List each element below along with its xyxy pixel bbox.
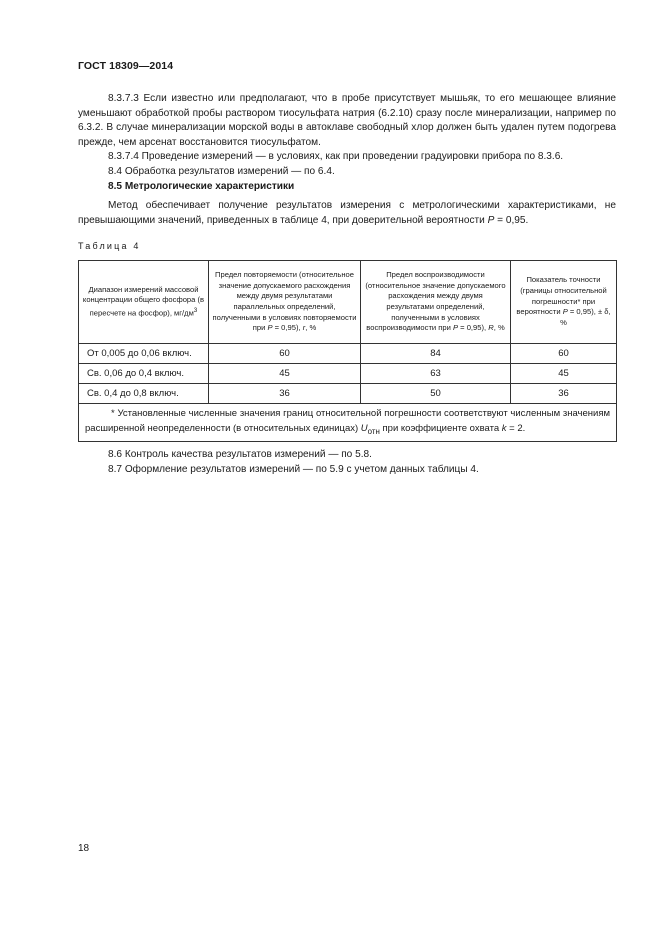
body-text-lower [78,448,616,477]
metrology-table [78,260,617,442]
cell-reproducibility: 84 [361,344,511,364]
cell-accuracy: 36 [511,384,617,404]
table-header-row [79,261,617,344]
header-repeatability: Предел повторяемости (относительное значение допускаемого расхождения между двумя результатами параллельных определений, полученными в условиях повторяемости при P = 0,95), r, % [209,261,361,344]
table-caption: Таблица 4 [78,241,141,251]
header-reproducibility: Предел воспроизводимости (относительное значение допускаемого расхождения между двумя результатами определений, полученными в условиях воспроизводимости при P = 0,95), R, % [361,261,511,344]
paragraph-8-3-7-4: 8.3.7.4 Проведение измерений — в условиях, как при проведении градуировки прибора по 8.3.6. [108,151,564,163]
body-text-upper [78,92,616,180]
section-title: 8.5 Метрологические характеристики [108,181,295,192]
document-header: ГОСТ 18309—2014 [78,60,174,72]
cell-accuracy: 45 [511,364,617,384]
page-number: 18 [78,843,90,854]
paragraph-8-3-7-3: 8.3.7.3 Если известно или предполагают, что в пробе присутствует мышьяк, то его мешающее влияние уменьшают обработкой пробы раствором тиосульфата натрия (6.2.10) сразу после минерализации, например по 6.3.2. В случае минерализации морской воды в автоклаве свободный хлор должен быть удален путем подогрева прежде, чем арсенат восстановится тиосульфатом. [78,93,616,148]
header-range: Диапазон измерений массовой концентрации общего фосфора (в пересчете на фосфор), $мг/дм^3$ [79,261,209,344]
cell-repeatability: 36 [209,384,361,404]
cell-reproducibility: 50 [361,384,511,404]
paragraph-8-5: Метод обеспечивает получение результатов измерения с метрологическими характеристиками, не превышающими значений, приведенных в таблице 4, при доверительной вероятности P = 0,95. [78,200,616,226]
cell-reproducibility: 63 [361,364,511,384]
table-footnote: * Установленные численные значения границ относительной погрешности соответствуют численным значениям расширенной неопределенности (в относительных единицах) $U_{отн}$ при коэффициенте охвата k = 2. [79,404,617,442]
paragraph-8-7: 8.7 Оформление результатов измерений — по 5.9 с учетом данных таблицы 4. [108,463,479,475]
cell-repeatability: 45 [209,364,361,384]
cell-range: От 0,005 до 0,06 включ. [79,344,209,364]
body-text-metrology [78,199,616,228]
header-accuracy: Показатель точности (границы относительной погрешности* при вероятности P = 0,95), ± δ, % [511,261,617,344]
cell-repeatability: 60 [209,344,361,364]
paragraph-8-6: 8.6 Контроль качества результатов измерений — по 5.8. [108,449,372,460]
cell-range: Св. 0,4 до 0,8 включ. [79,384,209,404]
table-row [79,364,617,384]
table-note-row [79,404,617,442]
paragraph-8-4: 8.4 Обработка результатов измерений — по 6.4. [108,165,335,177]
cell-range: Св. 0,06 до 0,4 включ. [79,364,209,384]
table-row [79,384,617,404]
table-row [79,344,617,364]
cell-accuracy: 60 [511,344,617,364]
